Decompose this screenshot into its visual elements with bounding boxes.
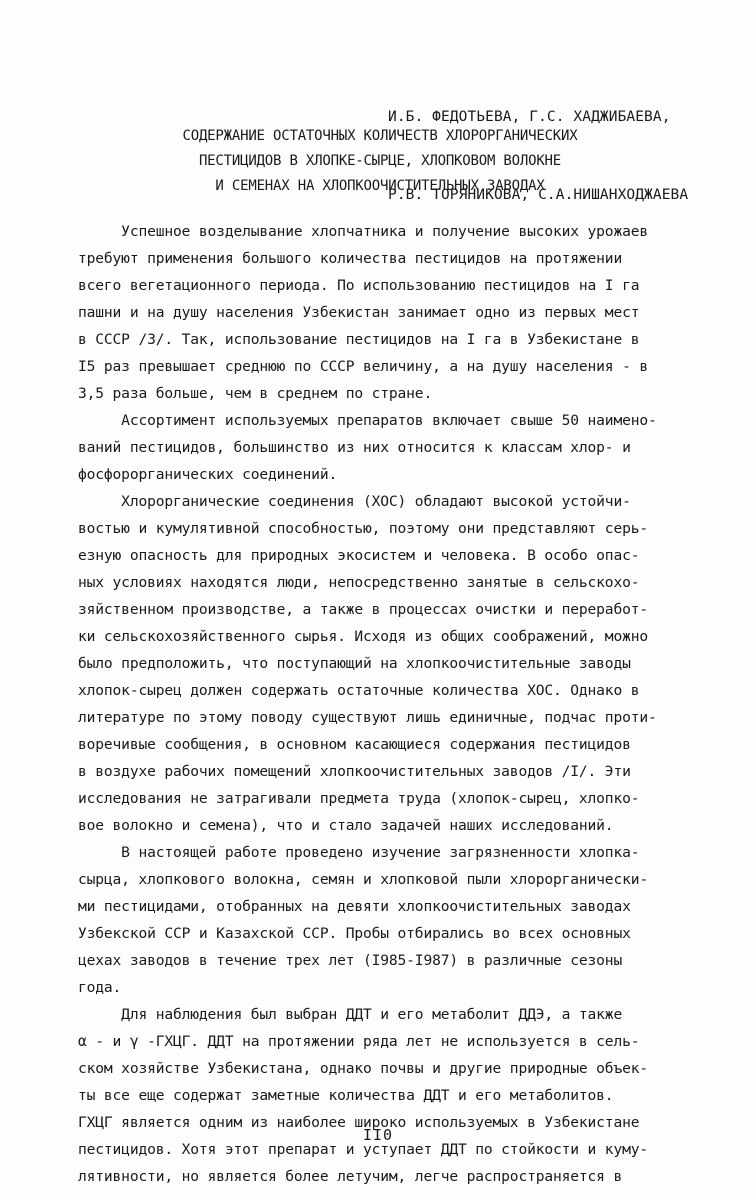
title-line-1: СОДЕРЖАНИЕ ОСТАТОЧНЫХ КОЛИЧЕСТВ ХЛОРОРГАНИЧЕСКИХ bbox=[182, 128, 578, 144]
page-number: II0 bbox=[362, 1126, 394, 1144]
body-line: ском хозяйстве Узбекистана, однако почвы и другие природные объек- bbox=[78, 1060, 648, 1077]
body-line: пестицидов. Хотя этот препарат и уступает ДДТ по стойкости и куму- bbox=[78, 1141, 648, 1158]
body-line: цехах заводов в течение трех лет (I985-I987) в различные сезоны bbox=[78, 952, 623, 969]
body-line: в воздухе рабочих помещений хлопкоочистительных заводов /I/. Эти bbox=[78, 763, 631, 780]
body-line: пашни и на душу населения Узбекистан занимает одно из первых мест bbox=[78, 304, 640, 321]
body-line: востью и кумулятивной способностью, поэтому они представляют серь- bbox=[78, 520, 648, 537]
article-body bbox=[78, 218, 756, 1190]
body-line: Успешное возделывание хлопчатника и получение высоких урожаев bbox=[78, 223, 648, 240]
body-line: было предположить, что поступающий на хлопкоочистительные заводы bbox=[78, 655, 631, 672]
body-line: В настоящей работе проведено изучение загрязненности хлопка- bbox=[78, 844, 640, 861]
body-line: ми пестицидами, отобранных на девяти хлопкоочистительных заводах bbox=[78, 898, 631, 915]
body-line: воречивые сообщения, в основном касающиеся содержания пестицидов bbox=[78, 736, 631, 753]
body-line: Хлорорганические соединения (ХОС) обладают высокой устойчи- bbox=[78, 493, 631, 510]
title-line-2: ПЕСТИЦИДОВ В ХЛОПКЕ-СЫРЦЕ, ХЛОПКОВОМ ВОЛОКНЕ bbox=[198, 153, 562, 169]
body-line: I5 раз превышает среднюю по СССР величину, а на душу населения - в bbox=[78, 358, 648, 375]
body-line: Узбекской ССР и Казахской ССР. Пробы отбирались во всех основных bbox=[78, 925, 631, 942]
body-line: ты все еще содержат заметные количества ДДТ и его метаболитов. bbox=[78, 1087, 614, 1104]
body-line: требуют применения большого количества пестицидов на протяжении bbox=[78, 250, 623, 267]
authors-line-1: И.Б. ФЕДОТЬЕВА, Г.С. ХАДЖИБАЕВА, bbox=[388, 109, 671, 125]
body-line: езную опасность для природных экосистем и человека. В особо опас- bbox=[78, 547, 640, 564]
body-line: ки сельскохозяйственного сырья. Исходя из общих соображений, можно bbox=[78, 628, 648, 645]
article-title bbox=[100, 124, 660, 199]
body-line: фосфорорганических соединений. bbox=[78, 466, 338, 483]
body-line: хлопок-сырец должен содержать остаточные количества ХОС. Однако в bbox=[78, 682, 640, 699]
body-line: сырца, хлопкового волокна, семян и хлопковой пыли хлорорганически- bbox=[78, 871, 648, 888]
body-line: зяйственном производстве, а также в процессах очистки и переработ- bbox=[78, 601, 648, 618]
title-line-3: И СЕМЕНАХ НА ХЛОПКООЧИСТИТЕЛЬНЫХ ЗАВОДАХ bbox=[215, 178, 545, 194]
body-line: исследования не затрагивали предмета труда (хлопок-сырец, хлопко- bbox=[78, 790, 640, 807]
body-line: литературе по этому поводу существуют лишь единичные, подчас проти- bbox=[78, 709, 657, 726]
body-line: ных условиях находятся люди, непосредственно занятые в сельскохо- bbox=[78, 574, 640, 591]
body-line: в СССР /3/. Так, использование пестицидов на I га в Узбекистане в bbox=[78, 331, 640, 348]
body-line: α - и γ -ГХЦГ. ДДТ на протяжении ряда лет не используется в сель- bbox=[78, 1033, 640, 1050]
body-line: Для наблюдения был выбран ДДТ и его метаболит ДДЭ, а также bbox=[78, 1006, 623, 1023]
body-line: всего вегетационного периода. По использованию пестицидов на I га bbox=[78, 277, 640, 294]
body-line: лятивности, но является более летучим, легче распространяется в bbox=[78, 1168, 623, 1185]
authors-line-2: Р.В. ТОРЯНИКОВА, С.А.НИШАНХОДЖАЕВА bbox=[388, 187, 689, 203]
body-line: года. bbox=[78, 979, 122, 996]
body-line: ГХЦГ является одним из наиболее широко используемых в Узбекистане bbox=[78, 1114, 640, 1131]
body-line: Ассортимент используемых препаратов включает свыше 50 наимено- bbox=[78, 412, 657, 429]
body-line: ваний пестицидов, большинство из них относится к классам хлор- и bbox=[78, 439, 631, 456]
body-line: вое волокно и семена), что и стало задачей наших исследований. bbox=[78, 817, 614, 834]
body-line: 3,5 раза больше, чем в среднем по стране. bbox=[78, 385, 433, 402]
